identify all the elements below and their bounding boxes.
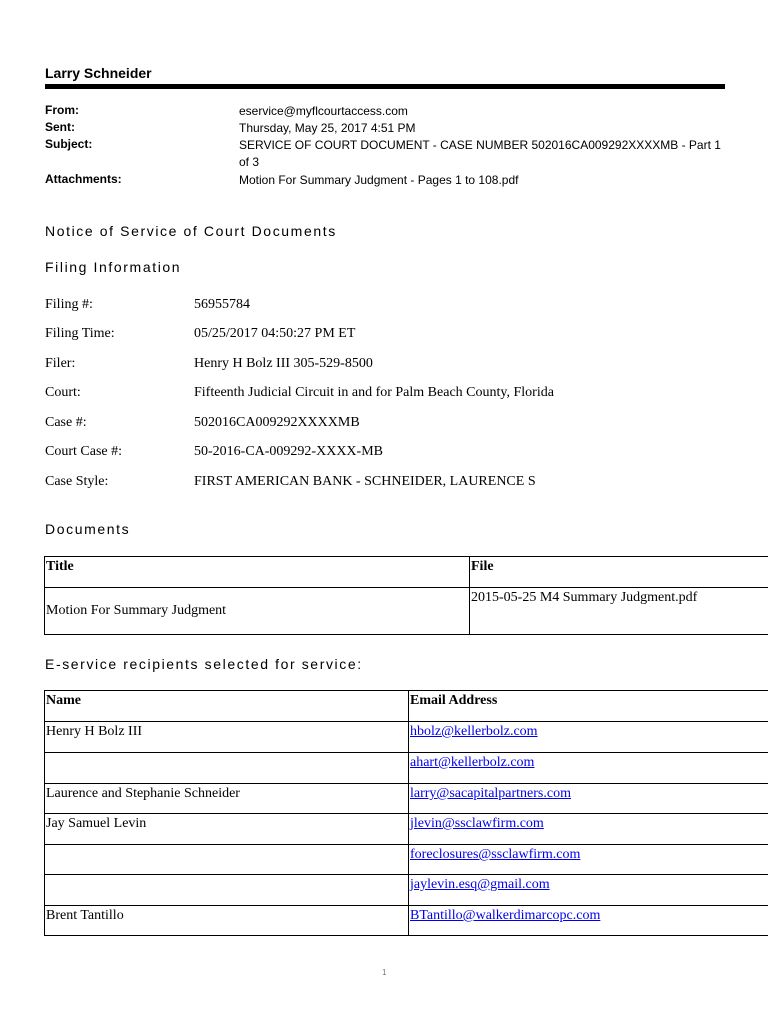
recipient-email-cell — [409, 784, 768, 814]
case-style-value: FIRST AMERICAN BANK - SCHNEIDER, LAURENCE S — [194, 474, 536, 489]
recipient-name: Jay Samuel Levin — [45, 814, 409, 845]
recipient-name — [45, 875, 409, 906]
table-row — [45, 906, 768, 936]
court-label: Court: — [45, 385, 81, 400]
recipient-email-cell — [409, 814, 768, 845]
filing-time-label: Filing Time: — [45, 326, 115, 341]
header-rule — [45, 84, 725, 89]
table-row — [45, 814, 768, 845]
column-header-name: Name — [45, 691, 409, 722]
from-value: eservice@myflcourtaccess.com — [239, 104, 408, 118]
attachment-link[interactable]: Motion For Summary Judgment - Pages 1 to 108.pdf — [239, 173, 519, 187]
case-number-label: Case #: — [45, 415, 87, 430]
table-row — [45, 753, 768, 784]
court-case-number-value: 50-2016-CA-009292-XXXX-MB — [194, 444, 383, 459]
page-number: 1 — [382, 968, 387, 977]
from-label: From: — [45, 103, 79, 117]
subject-label: Subject: — [45, 137, 93, 151]
table-row — [45, 722, 768, 753]
recipient-email-link[interactable]: foreclosures@ssclawfirm.com — [410, 847, 581, 862]
table-header-row — [45, 691, 768, 722]
recipient-name: Laurence and Stephanie Schneider — [45, 784, 409, 814]
table-row — [45, 784, 768, 814]
sent-value: Thursday, May 25, 2017 4:51 PM — [239, 121, 416, 135]
filing-time-value: 05/25/2017 04:50:27 PM ET — [194, 326, 356, 341]
recipient-email-link[interactable]: jaylevin.esq@gmail.com — [410, 877, 550, 892]
table-header-row — [45, 557, 768, 588]
column-header-file: File — [470, 557, 768, 588]
table-row — [45, 588, 768, 635]
recipients-heading: E-service recipients selected for service: — [45, 656, 363, 672]
case-number-value: 502016CA009292XXXXMB — [194, 415, 360, 430]
notice-heading: Notice of Service of Court Documents — [45, 223, 337, 239]
recipient-name — [45, 845, 409, 875]
filing-number-label: Filing #: — [45, 297, 93, 312]
recipient-email-link[interactable]: ahart@kellerbolz.com — [410, 755, 535, 770]
filer-value: Henry H Bolz III 305-529-8500 — [194, 356, 373, 371]
filing-heading: Filing Information — [45, 259, 182, 275]
recipient-email-cell — [409, 875, 768, 906]
recipient-email-link[interactable]: jlevin@ssclawfirm.com — [410, 816, 544, 831]
column-header-email: Email Address — [409, 691, 768, 722]
document-file[interactable]: 2015-05-25 M4 Summary Judgment.pdf — [470, 588, 768, 635]
attachments-label: Attachments: — [45, 172, 122, 186]
owner-name: Larry Schneider — [45, 65, 152, 81]
table-row — [45, 845, 768, 875]
recipient-email-link[interactable]: BTantillo@walkerdimarcopc.com — [410, 908, 601, 923]
recipient-email-cell — [409, 753, 768, 784]
recipients-table — [44, 690, 768, 936]
recipient-name: Henry H Bolz III — [45, 722, 409, 753]
document-title: Motion For Summary Judgment — [45, 588, 470, 635]
recipient-email-cell — [409, 722, 768, 753]
column-header-title: Title — [45, 557, 470, 588]
documents-heading: Documents — [45, 521, 131, 537]
recipient-name: Brent Tantillo — [45, 906, 409, 936]
recipient-email-cell — [409, 845, 768, 875]
court-case-number-label: Court Case #: — [45, 444, 122, 459]
filing-number-value: 56955784 — [194, 297, 250, 312]
case-style-label: Case Style: — [45, 474, 109, 489]
documents-table — [44, 556, 768, 635]
subject-value: SERVICE OF COURT DOCUMENT - CASE NUMBER 502016CA009292XXXXMB - Part 1 of 3 — [239, 138, 721, 169]
filer-label: Filer: — [45, 356, 76, 371]
court-value: Fifteenth Judicial Circuit in and for Palm Beach County, Florida — [194, 385, 554, 400]
recipient-email-cell — [409, 906, 768, 936]
recipient-email-link[interactable]: larry@sacapitalpartners.com — [410, 786, 571, 801]
sent-label: Sent: — [45, 120, 75, 134]
recipient-email-link[interactable]: hbolz@kellerbolz.com — [410, 724, 538, 739]
recipient-name — [45, 753, 409, 784]
table-row — [45, 875, 768, 906]
